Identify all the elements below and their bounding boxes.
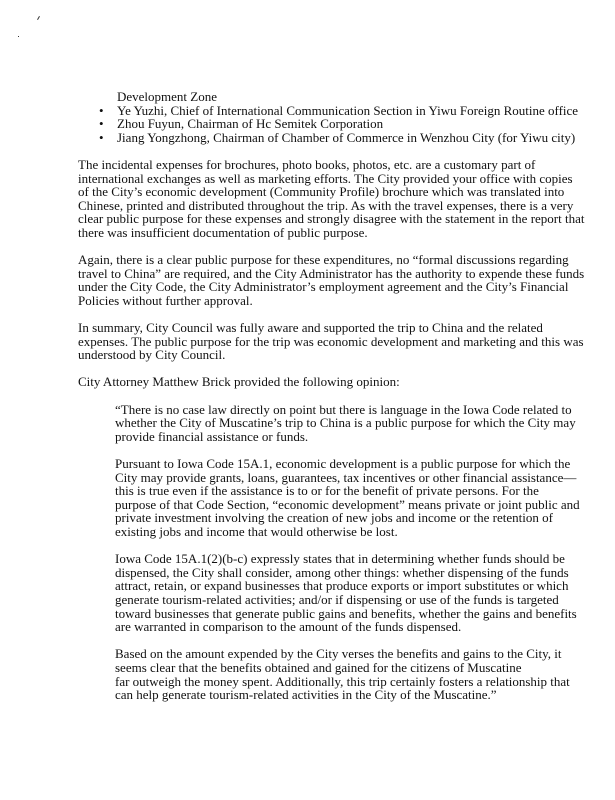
text-line: Again, there is a clear public purpose for these expenditures, no “formal discussions regarding bbox=[78, 252, 569, 268]
scan-mark bbox=[37, 16, 40, 20]
text-line: are warranted in comparison to the amount of the funds dispensed. bbox=[115, 619, 462, 635]
quoted-opinion-paragraph bbox=[115, 403, 598, 444]
text-line: provide financial assistance or funds. bbox=[115, 428, 309, 444]
document-body bbox=[78, 90, 598, 715]
text-line: far outweigh the money spent. Additionally, this trip certainly fosters a relationship that bbox=[115, 673, 570, 689]
text-line: dispensed, the City shall consider, among other things: whether dispensing of the funds bbox=[115, 564, 569, 580]
text-line: Iowa Code 15A.1(2)(b-c) expressly states that in determining whether funds should be bbox=[115, 551, 565, 567]
text-line: “There is no case law directly on point but there is language in the Iowa Code related to bbox=[115, 401, 572, 417]
text-line: City Attorney Matthew Brick provided the following opinion: bbox=[78, 374, 400, 390]
attendee-list bbox=[99, 90, 598, 144]
list-continuation: Development Zone bbox=[117, 89, 217, 104]
text-line: Based on the amount expended by the City verses the benefits and gains to the City, it bbox=[115, 646, 562, 662]
text-line: attract, retain, or expand businesses that produce exports or import substitutes or which bbox=[115, 578, 569, 594]
quoted-opinion-paragraph bbox=[115, 552, 598, 634]
list-item: • Jiang Yongzhong, Chairman of Chamber of Commerce in Wenzhou City (for Yiwu city) bbox=[99, 131, 598, 145]
text-line: whether the City of Muscatine’s trip to China is a public purpose for which the City may bbox=[115, 415, 576, 431]
text-line: travel to China” are required, and the City Administrator has the authority to expende these funds bbox=[78, 265, 585, 281]
paragraph bbox=[78, 158, 598, 240]
text-line: In summary, City Council was fully aware and supported the trip to China and the related bbox=[78, 320, 543, 336]
list-item: • Zhou Fuyun, Chairman of Hc Semitek Corporation bbox=[99, 117, 598, 131]
text-line: international exchanges as well as marketing efforts. The City provided your office with copies bbox=[78, 170, 573, 186]
text-line: toward businesses that generate public gains and benefits, whether the gains and benefits bbox=[115, 605, 577, 621]
quoted-opinion-paragraph bbox=[115, 457, 598, 539]
text-line: of the City’s economic development (Community Profile) brochure which was translated into bbox=[78, 184, 565, 200]
text-line: private investment involving the creation of new jobs and income or the retention of bbox=[115, 510, 553, 526]
text-line: generate tourism-related activities; and/or if dispensing or use of the funds is targeted bbox=[115, 591, 559, 607]
text-line: this is true even if the assistance is to or for the benefit of private persons. For the bbox=[115, 483, 539, 499]
quoted-opinion-paragraph bbox=[115, 647, 598, 701]
text-line: existing jobs and income that would otherwise be lost. bbox=[115, 524, 398, 539]
text-line: understood by City Council. bbox=[78, 347, 226, 363]
text-line: under the City Code, the City Administrator’s employment agreement and the City’s Financial bbox=[78, 279, 569, 295]
paragraph bbox=[78, 375, 598, 389]
text-line: there was insufficient documentation of public purpose. bbox=[78, 224, 368, 240]
text-line: Policies without further approval. bbox=[78, 292, 253, 308]
text-line: purpose of that Code Section, “economic development” means private or joint public and bbox=[115, 496, 580, 512]
scan-dot bbox=[18, 36, 19, 37]
text-line: seems clear that the benefits obtained and gained for the citizens of Muscatine bbox=[115, 659, 522, 675]
paragraph bbox=[78, 321, 598, 362]
text-line: can help generate tourism-related activities in the City of the Muscatine.” bbox=[115, 687, 497, 703]
text-line: expenses. The public purpose for the trip was economic development and marketing and this was bbox=[78, 333, 584, 349]
text-line: Pursuant to Iowa Code 15A.1, economic development is a public purpose for which the bbox=[115, 456, 571, 472]
list-item: • Ye Yuzhi, Chief of International Communication Section in Yiwu Foreign Routine office bbox=[99, 104, 598, 118]
paragraph bbox=[78, 253, 598, 307]
text-line: The incidental expenses for brochures, photo books, photos, etc. are a customary part of bbox=[78, 156, 536, 172]
text-line: City may provide grants, loans, guarantees, tax incentives or other financial assistance— bbox=[115, 469, 577, 485]
text-line: clear public purpose for these expenses and strongly disagree with the statement in the report that bbox=[78, 211, 585, 227]
text-line: Chinese, printed and distributed throughout the trip. As with the travel expenses, there is a very bbox=[78, 197, 574, 213]
